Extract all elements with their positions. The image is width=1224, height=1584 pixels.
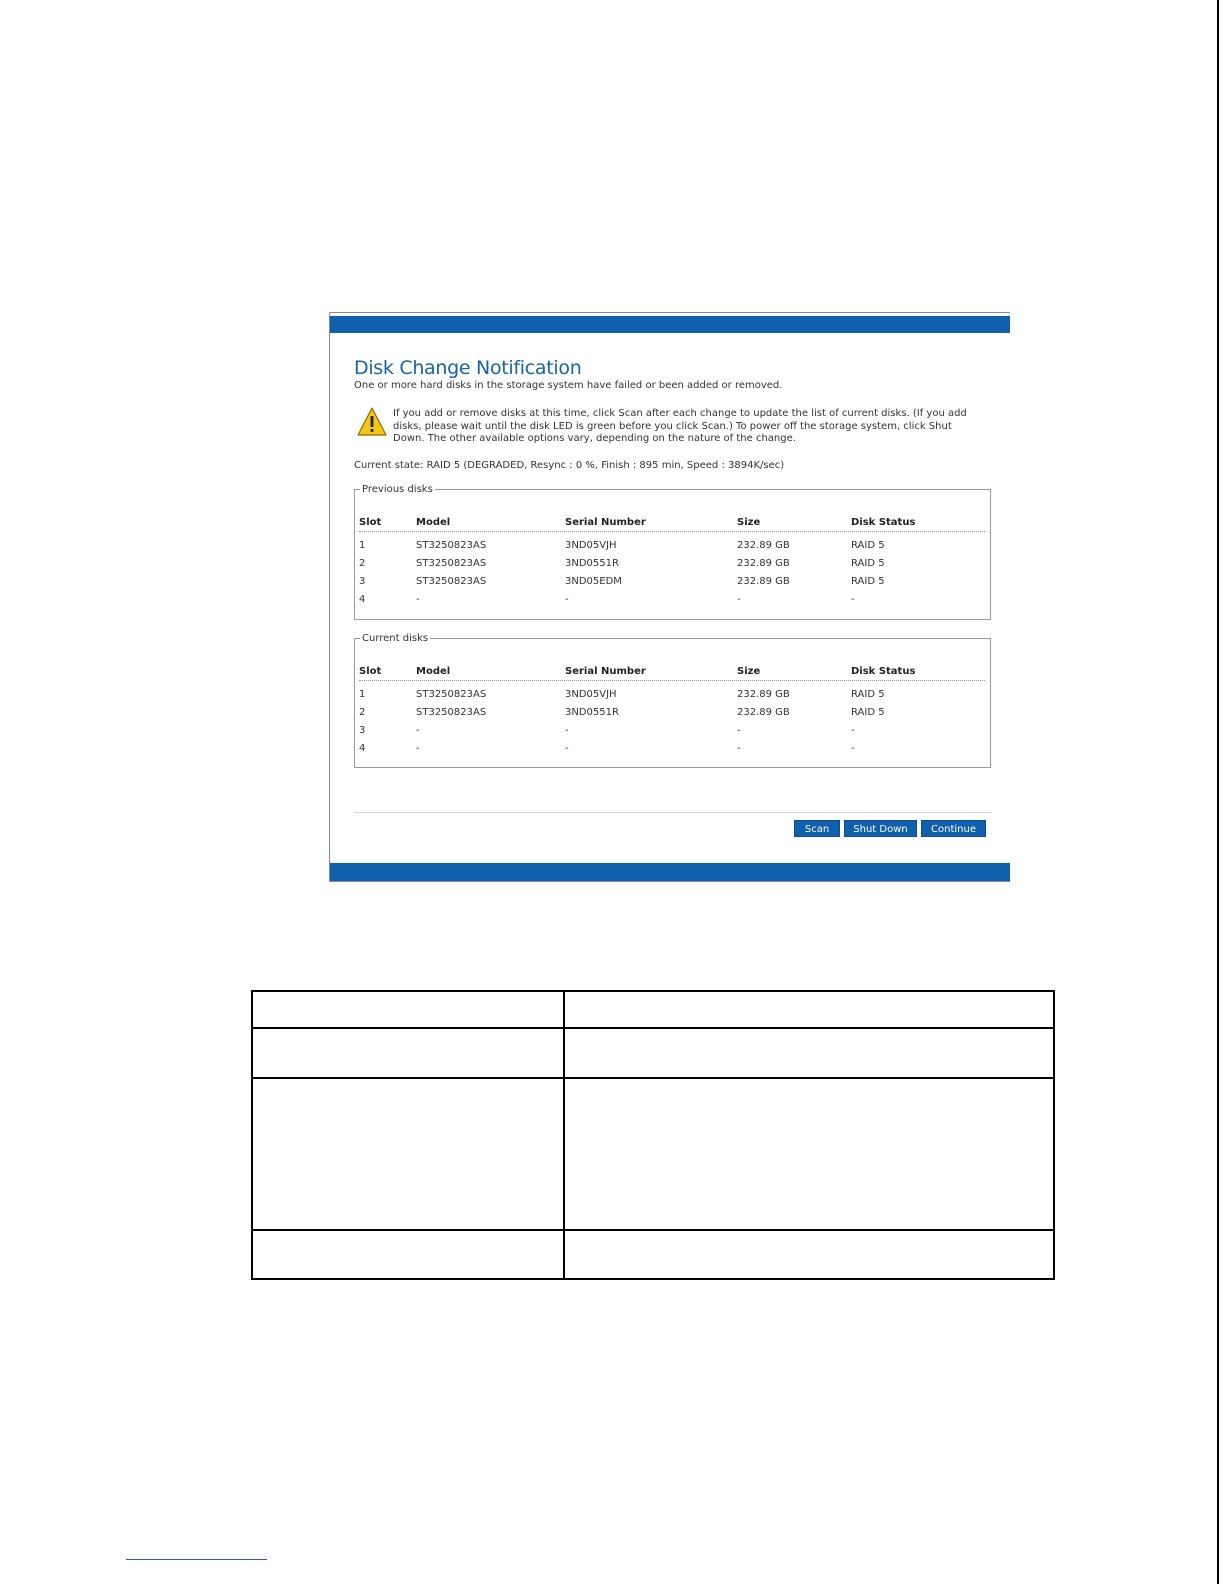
footer-bar [330, 863, 1010, 881]
model-cell: ST3250823AS [416, 558, 487, 569]
size-cell: - [737, 725, 741, 736]
size-cell: - [737, 594, 741, 605]
table-border [251, 1278, 1055, 1280]
warning-triangle-icon [356, 406, 388, 438]
status-cell: RAID 5 [851, 558, 885, 569]
shut-down-button[interactable]: Shut Down [844, 820, 917, 837]
current-disks-table [359, 664, 985, 759]
column-header-size: Size [737, 517, 761, 528]
model-cell: ST3250823AS [416, 576, 487, 587]
status-cell: - [851, 594, 855, 605]
model-cell: - [416, 594, 420, 605]
serial-cell: 3ND0551R [565, 707, 619, 718]
size-cell: 232.89 GB [737, 558, 790, 569]
raid-state-text: Current state: RAID 5 (DEGRADED, Resync : 0 %, Finish : 895 min, Speed : 3894K/sec) [354, 460, 785, 471]
page-margin-line [1217, 0, 1219, 1584]
table-border [251, 1229, 1055, 1231]
table-row [359, 556, 985, 574]
slot-cell: 2 [359, 707, 366, 718]
column-header-serial: Serial Number [565, 666, 646, 677]
scan-button[interactable]: Scan [794, 820, 840, 837]
column-header-size: Size [737, 666, 761, 677]
header-bar [330, 316, 1010, 333]
warning-message: If you add or remove disks at this time, click Scan after each change to update the list of current disks. (If you add disks, please wait until the disk LED is green before you click Scan.) To power off the storage system, click Shut Down. The other available options vary, depending on the nature of the change. [393, 408, 967, 444]
column-header-model: Model [416, 517, 451, 528]
table-row [359, 705, 985, 723]
status-cell: RAID 5 [851, 689, 885, 700]
slot-cell: 1 [359, 689, 366, 700]
divider [354, 812, 992, 813]
serial-cell: 3ND05VJH [565, 689, 617, 700]
column-header-serial: Serial Number [565, 517, 646, 528]
column-header-model: Model [416, 666, 451, 677]
table-border [251, 990, 253, 1280]
current-disks-group [354, 633, 991, 768]
current-disks-legend: Current disks [362, 633, 429, 644]
table-row [359, 687, 985, 705]
footnote-rule [126, 1559, 267, 1560]
column-header-status: Disk Status [851, 666, 916, 677]
table-border [251, 1077, 1055, 1079]
status-cell: RAID 5 [851, 707, 885, 718]
serial-cell: 3ND05VJH [565, 540, 617, 551]
table-border [1053, 990, 1055, 1280]
continue-button[interactable]: Continue [921, 820, 986, 837]
column-header-slot: Slot [359, 517, 382, 528]
serial-cell: 3ND05EDM [565, 576, 622, 587]
slot-cell: 3 [359, 725, 366, 736]
size-cell: 232.89 GB [737, 540, 790, 551]
serial-cell: 3ND0551R [565, 558, 619, 569]
slot-cell: 2 [359, 558, 366, 569]
status-cell: - [851, 743, 855, 754]
table-border [251, 1027, 1055, 1029]
status-cell: RAID 5 [851, 540, 885, 551]
model-cell: - [416, 725, 420, 736]
column-header-status: Disk Status [851, 517, 916, 528]
size-cell: 232.89 GB [737, 689, 790, 700]
slot-cell: 4 [359, 594, 366, 605]
table-row [359, 538, 985, 556]
column-header-slot: Slot [359, 666, 382, 677]
status-cell: RAID 5 [851, 576, 885, 587]
previous-disks-group [354, 484, 991, 620]
size-cell: 232.89 GB [737, 707, 790, 718]
previous-disks-table [359, 515, 985, 610]
empty-table-grid [251, 990, 1055, 1280]
table-header [359, 515, 985, 532]
size-cell: 232.89 GB [737, 576, 790, 587]
serial-cell: - [565, 743, 569, 754]
disk-change-dialog [329, 312, 1010, 882]
table-row [359, 574, 985, 592]
previous-disks-legend: Previous disks [362, 484, 433, 495]
page-subtitle: One or more hard disks in the storage system have failed or been added or removed. [354, 380, 783, 391]
table-row [359, 592, 985, 610]
slot-cell: 3 [359, 576, 366, 587]
model-cell: ST3250823AS [416, 540, 487, 551]
slot-cell: 1 [359, 540, 366, 551]
model-cell: ST3250823AS [416, 689, 487, 700]
model-cell: - [416, 743, 420, 754]
table-border [563, 990, 565, 1280]
table-border [251, 990, 1055, 992]
table-row [359, 741, 985, 759]
table-row [359, 723, 985, 741]
slot-cell: 4 [359, 743, 366, 754]
status-cell: - [851, 725, 855, 736]
model-cell: ST3250823AS [416, 707, 487, 718]
table-header [359, 664, 985, 681]
serial-cell: - [565, 594, 569, 605]
serial-cell: - [565, 725, 569, 736]
page-title: Disk Change Notification [354, 357, 582, 379]
size-cell: - [737, 743, 741, 754]
